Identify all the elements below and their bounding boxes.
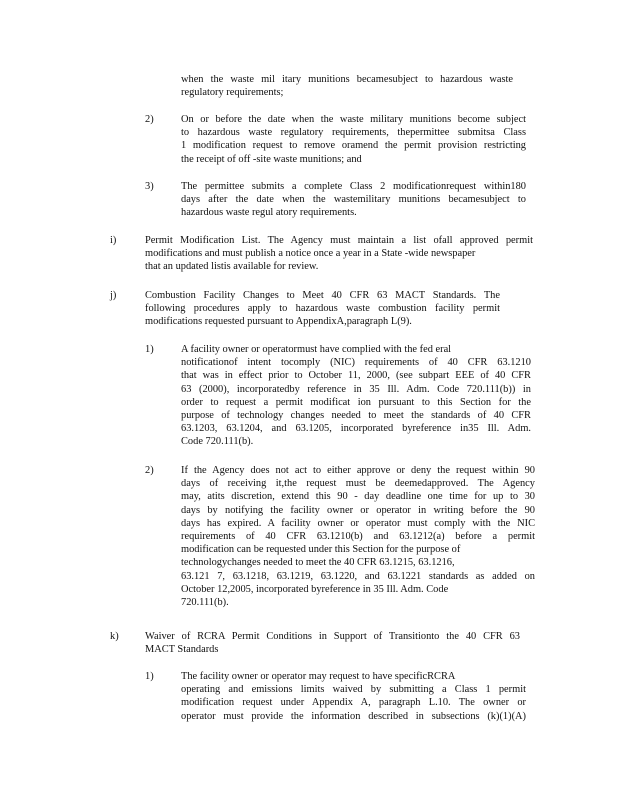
text-line: to hazardous waste regulatory requirements, thepermittee submitsa Class [181,127,526,139]
text-line: Waiver of RCRA Permit Conditions in Support of Transitionto the 40 CFR 63 [145,631,520,642]
text-line: purpose of technology changes needed to meet the standards of 40 CFR [181,410,531,422]
item-marker: k) [110,631,119,642]
text-line: Code 720.111(b). [181,436,254,448]
text-line: operator must provide the information described in subsections (k)(1)(A) [181,710,526,722]
paragraph-text [181,180,526,220]
text-line: On or before the date when the waste military munitions become subject [181,114,526,125]
paragraph-text [145,234,533,274]
text-line: requirements of 40 CFR 63.1210(b) and 63.1212(a) before a permit [181,531,535,543]
item-marker: i) [110,235,117,246]
paragraph-text [145,630,520,656]
paragraph-text [181,113,526,166]
text-line: technologychanges needed to meet the 40 CFR 63.1215, 63.1216, [181,557,455,569]
text-line: 1 modification request to remove oramend the permit provision restricting [181,140,526,152]
text-line: 63.1203, 63.1204, and 63.1205, incorporated byreference in35 Ill. Adm. [181,423,531,435]
text-line: 63.121 7, 63.1218, 63.1219, 63.1220, and 63.1221 standards as added on [181,570,535,582]
text-line: The facility owner or operator may request to have specificRCRA [181,671,456,682]
text-line: days of receiving it,the request must be deemedapproved. The Agency [181,478,535,490]
item-marker: 3) [145,181,154,192]
text-line: Combustion Facility Changes to Meet 40 CFR 63 MACT Standards. The [145,290,500,301]
paragraph-text [145,289,500,329]
text-line: days by notifying the facility owner or operator in writing before the 90 [181,504,535,516]
item-marker: j) [110,290,117,301]
text-line: 720.111(b). [181,597,229,609]
text-line: order to request a permit modificat ion pursuant to this Section for the [181,396,531,408]
text-line: may, atits discretion, extend this 90 - day deadline one time for up to 30 [181,491,535,503]
text-line: days has expired. A facility owner or operator must comply with the NIC [181,517,535,529]
text-line: If the Agency does not act to either approve or deny the request within 90 [181,465,535,476]
text-line: the receipt of off -site waste munitions; and [181,153,362,165]
text-line: A facility owner or operatormust have complied with the fed eral [181,344,452,355]
text-line: following procedures apply to hazardous waste combustion facility permit [145,303,500,315]
text-line: that an updated listis available for review. [145,261,319,273]
text-line: October 12,2005, incorporated byreference in 35 Ill. Adm. Code [181,583,449,595]
item-marker: 2) [145,465,154,476]
text-line: modification request under Appendix A, paragraph L.10. The owner or [181,697,526,709]
text-line: operating and emissions limits waived by submitting a Class 1 permit [181,684,526,696]
text-line: hazardous waste regul atory requirements. [181,207,357,219]
text-line: days after the date when the wastemilitary munitions becamesubject to [181,194,526,206]
item-marker: 1) [145,671,154,682]
text-line: MACT Standards [145,644,219,656]
text-line: modifications and must publish a notice once a year in a State -wide newspaper [145,248,476,260]
text-line: modifications requested pursuant to AppendixA,paragraph L(9). [145,316,412,328]
text-line: notificationof intent tocomply (NIC) requirements of 40 CFR 63.1210 [181,357,531,369]
paragraph-text [181,670,526,723]
paragraph-text [181,464,535,609]
item-marker: 1) [145,344,154,355]
text-line: 63 (2000), incorporatedby reference in 35 Ill. Adm. Code 720.111(b)) in [181,383,531,395]
text-line: regulatory requirements; [181,87,284,99]
text-line: when the waste mil itary munitions becamesubject to hazardous waste [181,74,513,85]
paragraph-text [181,73,513,99]
item-marker: 2) [145,114,154,125]
text-line: Permit Modification List. The Agency must maintain a list ofall approved permit [145,235,533,246]
text-line: modification can be requested under this Section for the purpose of [181,544,461,556]
text-line: that was in effect prior to October 11, 2000, (see subpart EEE of 40 CFR [181,370,531,382]
paragraph-text [181,343,531,449]
text-line: The permittee submits a complete Class 2 modificationrequest within180 [181,181,526,192]
